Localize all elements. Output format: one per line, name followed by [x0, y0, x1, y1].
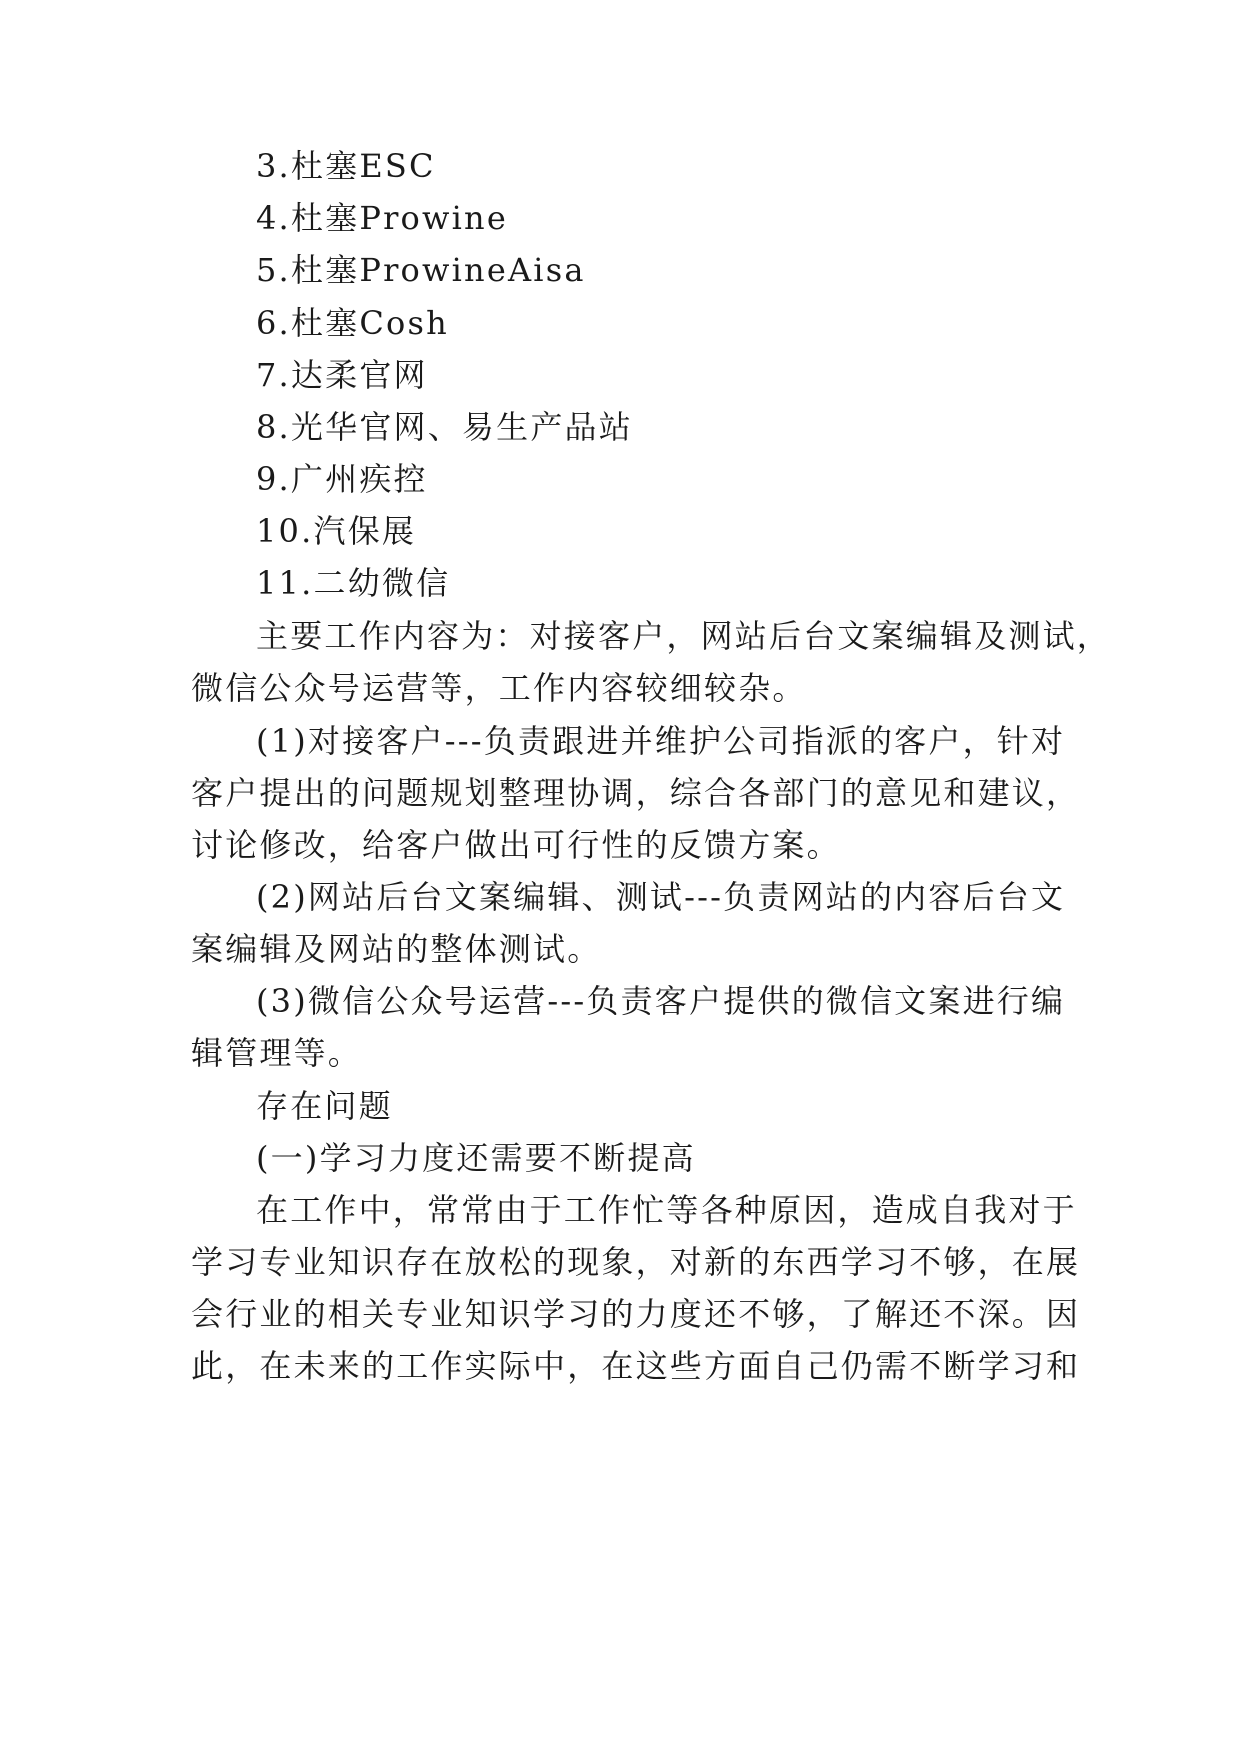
problem1-line: 此，在未来的工作实际中，在这些方面自己仍需不断学习和	[191, 1347, 1081, 1385]
problems-heading: 存在问题	[256, 1087, 393, 1125]
item1-line: 讨论修改，给客户做出可行性的反馈方案。	[191, 826, 841, 864]
list-item: 3.杜塞ESC	[256, 147, 436, 185]
item3-line: 辑管理等。	[191, 1034, 363, 1072]
list-item: 10.汽保展	[256, 512, 417, 550]
item1-line: (1)对接客户---负责跟进并维护公司指派的客户，针对	[256, 722, 1066, 760]
list-item: 11.二幼微信	[256, 564, 451, 602]
list-item: 8.光华官网、易生产品站	[256, 408, 633, 446]
list-item: 9.广州疾控	[256, 460, 428, 498]
problem1-line: 在工作中，常常由于工作忙等各种原因，造成自我对于	[256, 1191, 1077, 1229]
item1-line: 客户提出的问题规划整理协调，综合各部门的意见和建议，	[191, 774, 1081, 812]
item3-line: (3)微信公众号运营---负责客户提供的微信文案进行编	[256, 982, 1066, 1020]
list-item: 4.杜塞Prowine	[256, 199, 508, 237]
item2-line: (2)网站后台文案编辑、测试---负责网站的内容后台文	[256, 878, 1066, 916]
list-item: 6.杜塞Cosh	[256, 304, 449, 342]
item2-line: 案编辑及网站的整体测试。	[191, 930, 602, 968]
problem1-heading: (一)学习力度还需要不断提高	[256, 1139, 696, 1177]
list-item: 5.杜塞ProwineAisa	[256, 251, 586, 289]
problem1-line: 会行业的相关专业知识学习的力度还不够，了解还不深。因	[191, 1295, 1081, 1333]
main-work-line: 主要工作内容为：对接客户，网站后台文案编辑及测试，	[256, 617, 1112, 655]
problem1-line: 学习专业知识存在放松的现象，对新的东西学习不够，在展	[191, 1243, 1081, 1281]
list-item: 7.达柔官网	[256, 356, 428, 394]
main-work-line: 微信公众号运营等，工作内容较细较杂。	[191, 669, 807, 707]
